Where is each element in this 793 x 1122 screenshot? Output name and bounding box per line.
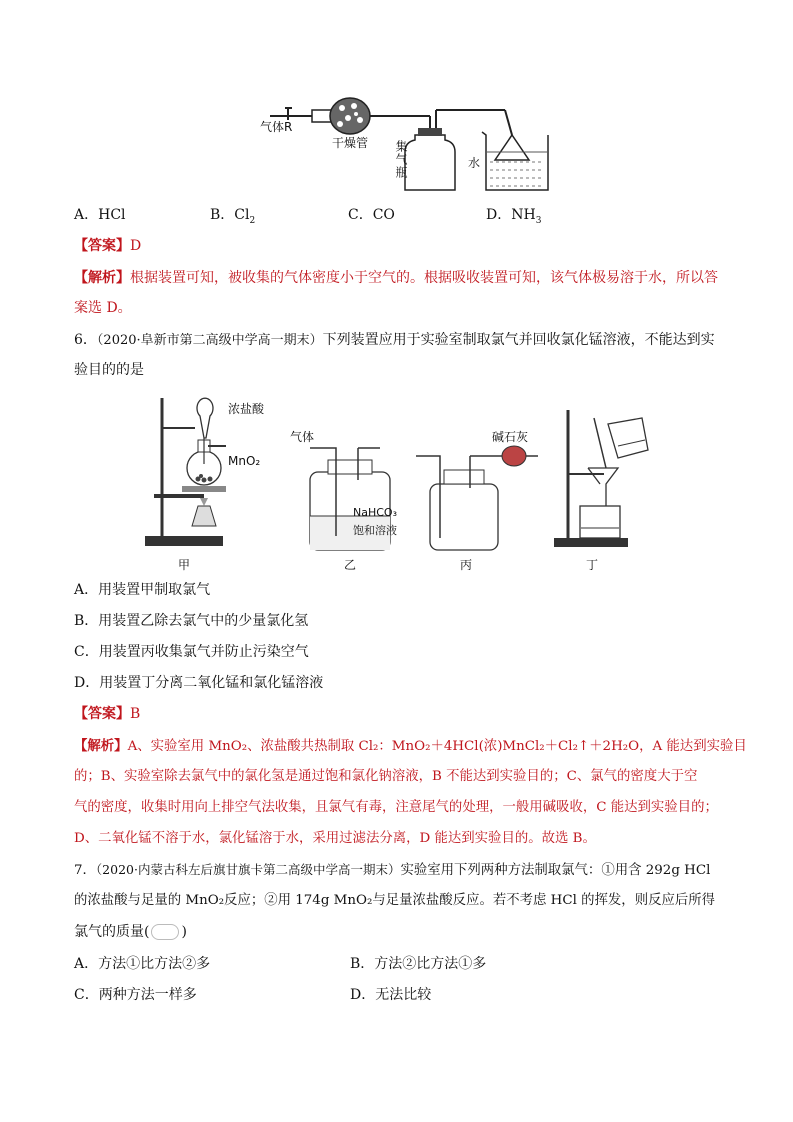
q7-option-b: B．方法②比方法①多 — [350, 956, 487, 972]
q6-bing-name: 丙 — [460, 558, 473, 572]
q6-jia-acid-label: 浓盐酸 — [228, 402, 265, 416]
q7-stem-line3: 氯气的质量( ) — [74, 924, 187, 940]
q5-option-a: A．HCl — [74, 207, 126, 223]
q6-analysis-tag: 【解析】 — [74, 738, 128, 754]
q6-bing-lime-label: 碱石灰 — [492, 430, 529, 444]
q6-stem-line1: 6．（2020·阜新市第二高级中学高一期末）下列装置应用于实验室制取氯气并回收氯化锰溶液，不能达到实 — [74, 332, 715, 348]
q6-yi-solution-label1: NaHCO₃ — [353, 506, 397, 519]
q5-analysis-line2: 案选 D。 — [74, 300, 132, 316]
q7-number: 7． — [74, 863, 96, 878]
q5-bottle-label: 集气瓶 — [394, 140, 408, 179]
q7-source: （2020·内蒙古科左后旗甘旗卡第二高级中学高一期末） — [95, 862, 401, 877]
q6-number: 6． — [74, 332, 97, 348]
q7-option-a: A．方法①比方法②多 — [74, 956, 211, 972]
q5-dryer-label: 干燥管 — [332, 136, 369, 150]
q6-answer-tag: 【答案】 — [74, 706, 130, 722]
q6-apparatus-svg — [140, 388, 660, 578]
q7-stem-line2: 的浓盐酸与足量的 MnO₂反应；②用 174g MnO₂与足量浓盐酸反应。若不考虑 HCl 的挥发，则反应后所得 — [74, 893, 716, 908]
q7-stem-line1: 7．（2020·内蒙古科左后旗甘旗卡第二高级中学高一期末）实验室用下列两种方法制取氯气：①用含 292g HCl — [74, 862, 711, 878]
q6-yi-name: 乙 — [344, 558, 357, 572]
q5-option-b: B．$Cl_2$ — [210, 207, 256, 226]
q6-option-d: D．用装置丁分离二氧化锰和氯化锰溶液 — [74, 675, 324, 691]
q6-option-a: A．用装置甲制取氯气 — [74, 582, 211, 598]
q5-option-c: C．CO — [348, 207, 395, 223]
q6-yi-gas-label: 气体 — [290, 430, 315, 444]
answer-blank — [151, 924, 179, 940]
q5-analysis-line1: 【解析】根据装置可知，被收集的气体密度小于空气的。根据吸收装置可知，该气体极易溶于水，所以答 — [74, 270, 718, 286]
q5-gas-label: 气体R — [260, 120, 293, 134]
q5-apparatus-diagram — [250, 90, 560, 200]
q5-answer-tag: 【答案】 — [74, 238, 130, 254]
q5-water-label: 水 — [468, 156, 481, 170]
q6-ding-name: 丁 — [586, 558, 599, 572]
q7-option-c: C．两种方法一样多 — [74, 987, 197, 1003]
q6-analysis-line2: 的；B、实验室除去氯气中的氯化氢是通过饱和氯化钠溶液，B 不能达到实验目的；C、氯气的密度大于空 — [74, 769, 698, 784]
q6-source: （2020·阜新市第二高级中学高一期末） — [96, 333, 323, 348]
q5-answer: 【答案】D — [74, 238, 142, 254]
q6-jia-name: 甲 — [178, 558, 191, 572]
q6-analysis-line4: D、二氧化锰不溶于水，氯化锰溶于水，采用过滤法分离，D 能达到实验目的。故选 B。 — [74, 831, 596, 846]
q5-option-d: D．$NH_3$ — [486, 207, 542, 226]
q7-option-d: D．无法比较 — [350, 987, 432, 1003]
q5-analysis-tag: 【解析】 — [74, 270, 130, 286]
q6-jia-mno2-label: MnO₂ — [228, 454, 261, 468]
q6-analysis-line1: 【解析】A、实验室用 MnO₂、浓盐酸共热制取 Cl₂：MnO₂＋4HCl(浓)MnCl₂＋Cl₂↑＋2H₂O，A 能达到实验目 — [74, 738, 747, 754]
q6-option-c: C．用装置丙收集氯气并防止污染空气 — [74, 644, 309, 660]
q6-analysis-line3: 气的密度，收集时用向上排空气法收集，且氯气有毒，注意尾气的处理，一般用碱吸收，C 能达到实验目的； — [74, 800, 718, 815]
q6-apparatus-diagram — [140, 388, 660, 578]
q6-answer: 【答案】B — [74, 706, 141, 722]
q6-yi-solution-label2: 饱和溶液 — [353, 524, 397, 537]
q6-option-b: B．用装置乙除去氯气中的少量氯化氢 — [74, 613, 309, 629]
q6-stem-line2: 验目的的是 — [74, 362, 144, 378]
